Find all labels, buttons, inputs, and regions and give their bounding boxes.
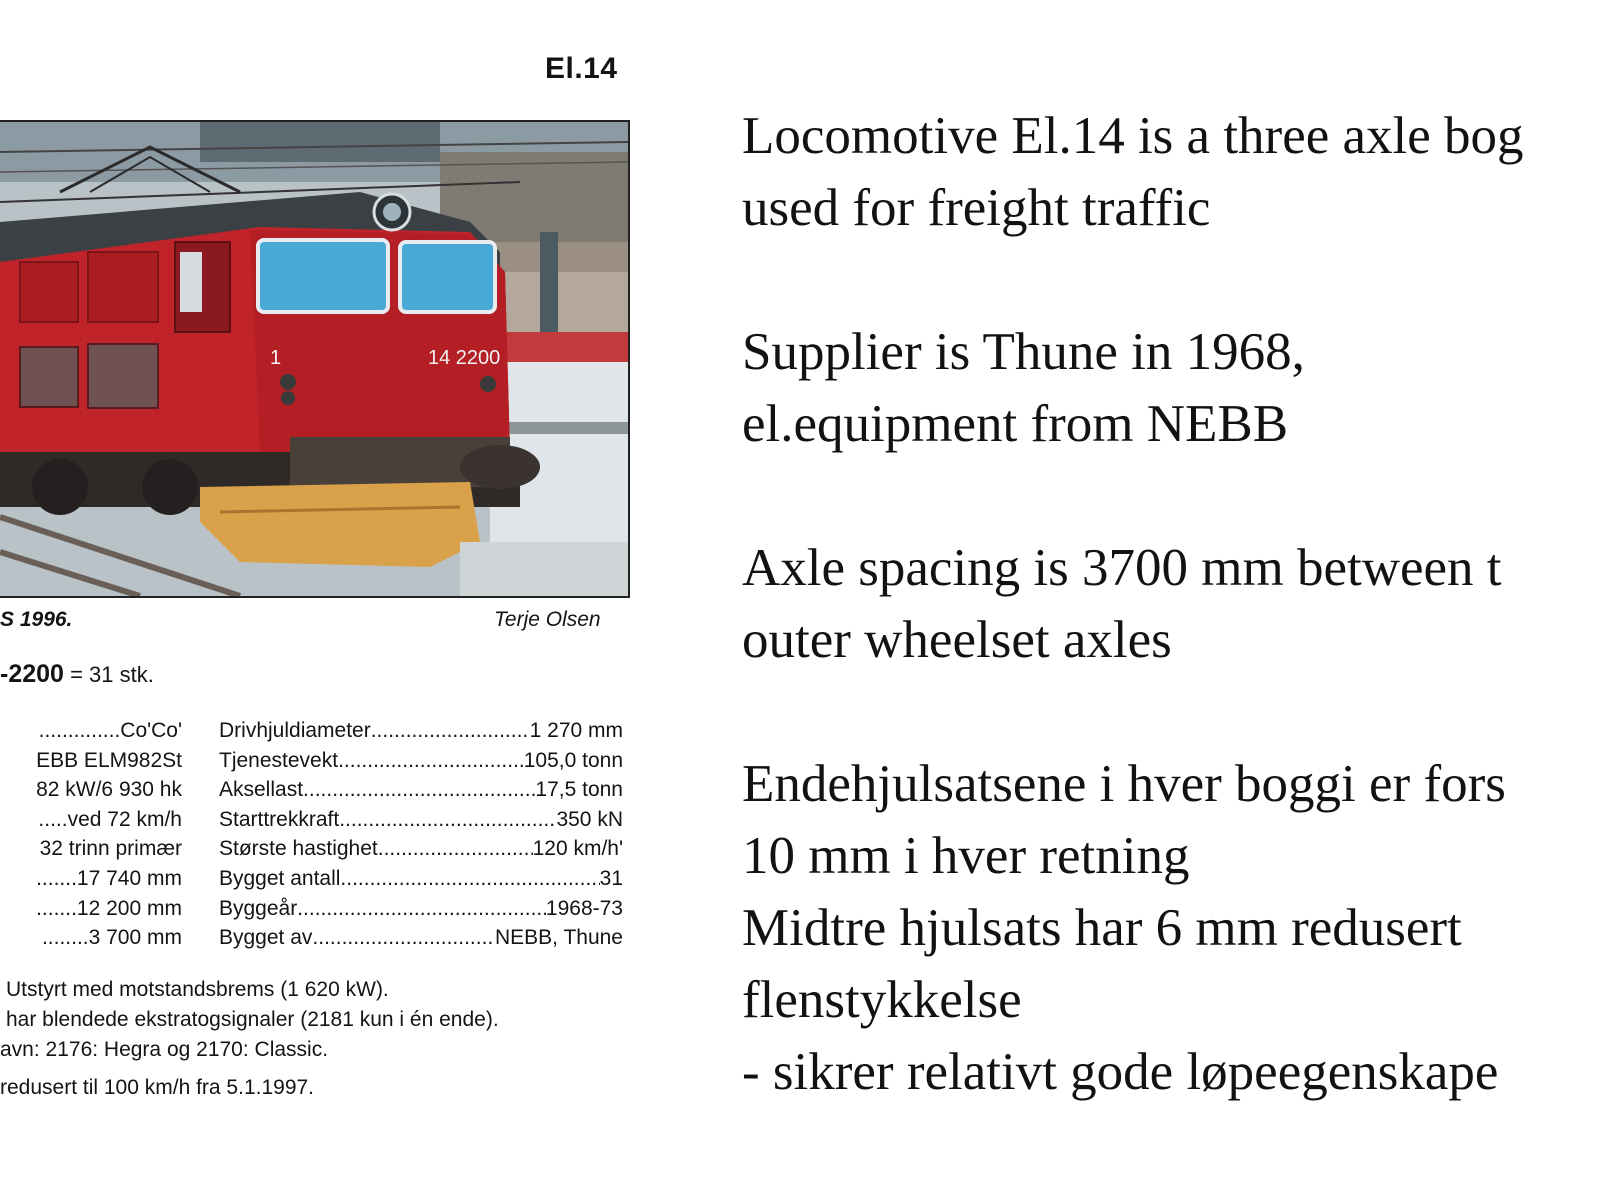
spec-label: Starttrekkraft <box>219 807 340 831</box>
text-line: used for freight traffic <box>742 179 1211 237</box>
spec-label: Bygget av <box>219 926 313 950</box>
spec-left-row: 82 kW/6 930 hk <box>36 778 182 802</box>
photo-credit: Terje Olsen <box>494 608 601 631</box>
spec-label: Tjenestevekt <box>219 748 339 772</box>
text-line: Midtre hjulsats har 6 mm redusert <box>742 899 1462 957</box>
spec-left-row: .....ved 72 km/h <box>38 807 182 831</box>
paragraph-supplier <box>742 316 1600 460</box>
series-count: = 31 stk. <box>63 662 154 687</box>
spec-value: 120 km/h' <box>532 837 623 861</box>
footnotes <box>0 975 499 1103</box>
spec-left-row: EBB ELM982St <box>36 748 182 772</box>
spec-list-left <box>36 716 182 953</box>
loco-number-plate: 14 2200 <box>428 347 501 369</box>
text-line: - sikrer relativt gode løpeegenskape <box>742 1043 1499 1101</box>
spec-label: Drivhjuldiameter <box>219 719 371 742</box>
text-line: Supplier is Thune in 1968, <box>742 323 1305 381</box>
paragraph-wheelsets <box>742 748 1600 1108</box>
spec-row <box>219 864 623 894</box>
spec-row <box>219 775 623 805</box>
text-line: flenstykkelse <box>742 971 1022 1029</box>
card-title: El.14 <box>545 52 618 85</box>
spec-value: NEBB, Thune <box>494 926 623 950</box>
spec-row <box>219 805 623 835</box>
spec-row <box>219 923 623 953</box>
spec-value: 1 270 mm <box>529 719 623 742</box>
description-text <box>742 100 1600 1108</box>
cab-number: 1 <box>270 347 282 369</box>
paragraph-axle-spacing <box>742 532 1600 676</box>
locomotive-photo-graphic <box>0 122 628 596</box>
text-line: 10 mm i hver retning <box>742 827 1190 885</box>
spec-value: 105,0 tonn <box>523 748 623 772</box>
spec-list-right <box>219 716 623 953</box>
spec-value: 350 kN <box>556 807 623 831</box>
spec-row <box>219 894 623 924</box>
spec-label: Bygget antall <box>219 866 341 890</box>
spec-left-row: .......12 200 mm <box>36 896 182 920</box>
footnote-line: Utstyrt med motstandsbrems (1 620 kW). <box>6 978 389 1001</box>
footnote-line: har blendede ekstratogsignaler (2181 kun i én ende). <box>6 1008 499 1031</box>
spec-left-row: .......17 740 mm <box>36 866 182 890</box>
spec-left-row: 32 trinn primær <box>39 837 182 861</box>
text-line: el.equipment from NEBB <box>742 395 1289 453</box>
spec-value: 17,5 tonn <box>535 778 623 802</box>
text-line: Locomotive El.14 is a three axle bog <box>742 107 1524 165</box>
paragraph-intro <box>742 100 1600 244</box>
spec-row <box>219 716 623 746</box>
footnote-line: redusert til 100 km/h fra 5.1.1997. <box>0 1076 315 1099</box>
footnote-line: avn: 2176: Hegra og 2170: Classic. <box>0 1038 329 1061</box>
series-line <box>0 660 154 689</box>
text-line: outer wheelset axles <box>742 611 1172 669</box>
spec-row <box>219 834 623 864</box>
spec-left-row: ..............Co'Co' <box>38 719 182 742</box>
spec-value: 31 <box>599 866 623 890</box>
spec-label: Aksellast <box>219 778 304 802</box>
spec-left-row: ........3 700 mm <box>41 926 182 950</box>
spec-row <box>219 746 623 776</box>
spec-label: Største hastighet <box>219 837 378 861</box>
locomotive-photo <box>0 120 630 598</box>
spec-value: 1968-73 <box>545 896 623 920</box>
spec-label: Byggeår <box>219 896 298 920</box>
photo-caption-date: S 1996. <box>0 608 73 631</box>
series-number: -2200 <box>0 660 64 688</box>
text-line: Axle spacing is 3700 mm between t <box>742 539 1502 597</box>
text-line: Endehjulsatsene i hver boggi er fors <box>742 755 1506 813</box>
